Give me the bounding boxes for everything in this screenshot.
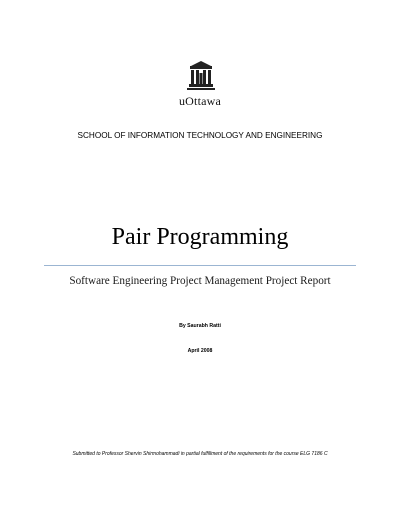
submission-note: Submitted to Professor Shervin Shirmohammadi in partial fulfillment of the requirements for the course ELG 7186 C — [72, 451, 328, 457]
document-title: Pair Programming — [111, 224, 289, 250]
document-subtitle: Software Engineering Project Management Project Report — [69, 275, 331, 287]
school-name: SCHOOL OF INFORMATION TECHNOLOGY AND ENGINEERING — [77, 131, 323, 140]
author-line: By Saurabh Ratti — [179, 323, 221, 329]
title-divider — [44, 265, 356, 266]
university-wordmark: uOttawa — [178, 94, 222, 108]
date-line: April 2008 — [187, 348, 213, 354]
